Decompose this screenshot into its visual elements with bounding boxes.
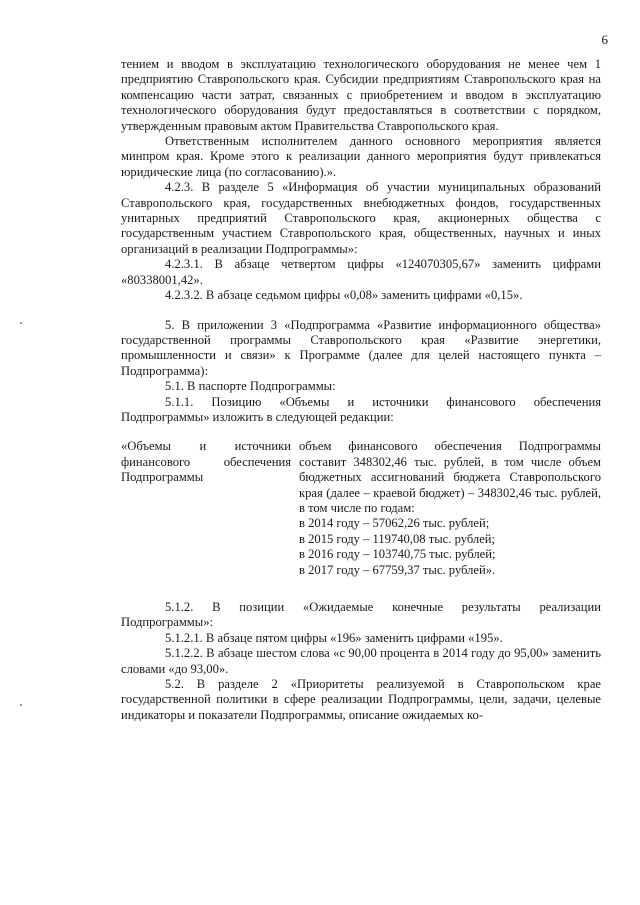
paragraph-4-2-3-1: 4.2.3.1. В абзаце четвертом цифры «124070305,67» заменить цифрами «80338001,42». [121, 257, 601, 287]
financing-year-2016: в 2016 году – 103740,75 тыс. рублей; [299, 547, 496, 562]
paragraph-4-2-3: 4.2.3. В разделе 5 «Информация об участии муниципальных образований Ставропольского края, государственных внебюджетных фондов, государственных унитарных предприятий Ставропольского края, акционерных общества с государственным участием Ставропольского края, общественных, научных и иных организаций в реализации Подпрограммы»: [121, 180, 601, 256]
paragraph-5-2: 5.2. В разделе 2 «Приоритеты реализуемой в Ставропольском крае государственной политики в сфере реализации Подпрограммы, цели, задачи, целевые индикаторы и показатели Подпрограммы, описание ожидаемых ко- [121, 677, 601, 722]
paragraph-5-1-2: 5.1.2. В позиции «Ожидаемые конечные результаты реализации Подпрограммы»: [121, 600, 601, 630]
financing-table-right-cell [299, 439, 601, 578]
page-number: 6 [601, 32, 608, 47]
scan-mark [20, 322, 22, 324]
paragraph-4-2-3-2: 4.2.3.2. В абзаце седьмом цифры «0,08» заменить цифрами «0,15». [165, 288, 523, 303]
financing-year-2014: в 2014 году – 57062,26 тыс. рублей; [299, 516, 490, 531]
paragraph-5: 5. В приложении 3 «Подпрограмма «Развитие информационного общества» государственной программы Ставропольского края «Развитие энергетики, промышленности и связи» к Программе (далее для целей настоящего пункта – Подпрограмма): [121, 317, 601, 378]
scan-mark [20, 704, 22, 706]
financing-table [121, 439, 601, 578]
paragraph-5-1-1: 5.1.1. Позицию «Объемы и источники финансового обеспечения Подпрограммы» изложить в следующей редакции: [121, 394, 601, 424]
document-body [121, 57, 601, 723]
paragraph-5-1: 5.1. В паспорте Подпрограммы: [165, 379, 336, 394]
financing-year-2017: в 2017 году – 67759,37 тыс. рублей». [299, 562, 496, 577]
paragraph-5-1-2-2: 5.1.2.2. В абзаце шестом слова «с 90,00 процента в 2014 году до 95,00» заменить словами «до 93,00». [121, 646, 601, 676]
financing-table-left-cell: «Объемы и источники финансового обеспечения Подпрограммы [121, 439, 291, 485]
paragraph-responsible: Ответственным исполнителем данного основного мероприятия является минпром края. Кроме этого к реализации данного мероприятия будут привлекаться юридические лица (по согласованию).». [121, 134, 601, 179]
paragraph-intro-continuation: тением и вводом в эксплуатацию технологического оборудования не менее чем 1 предприятию Ставропольского края. Субсидии предприятиям Ставропольского края на компенсацию части затрат, связанных с приобретением и вводом в эксплуатацию технологического оборудования будут предоставляться в соответствии с порядком, утвержденным правовым актом Правительства Ставропольского края. [121, 57, 601, 133]
financing-intro: объем финансового обеспечения Подпрограммы составит 348302,46 тыс. рублей, в том числе объем бюджетных ассигнований бюджета Ставропольского края (далее – краевой бюджет) – 348302,46 тыс. рублей, в том числе по годам: [299, 439, 601, 515]
financing-year-2015: в 2015 году – 119740,08 тыс. рублей; [299, 531, 496, 546]
paragraph-5-1-2-1: 5.1.2.1. В абзаце пятом цифры «196» заменить цифрами «195». [165, 630, 503, 645]
